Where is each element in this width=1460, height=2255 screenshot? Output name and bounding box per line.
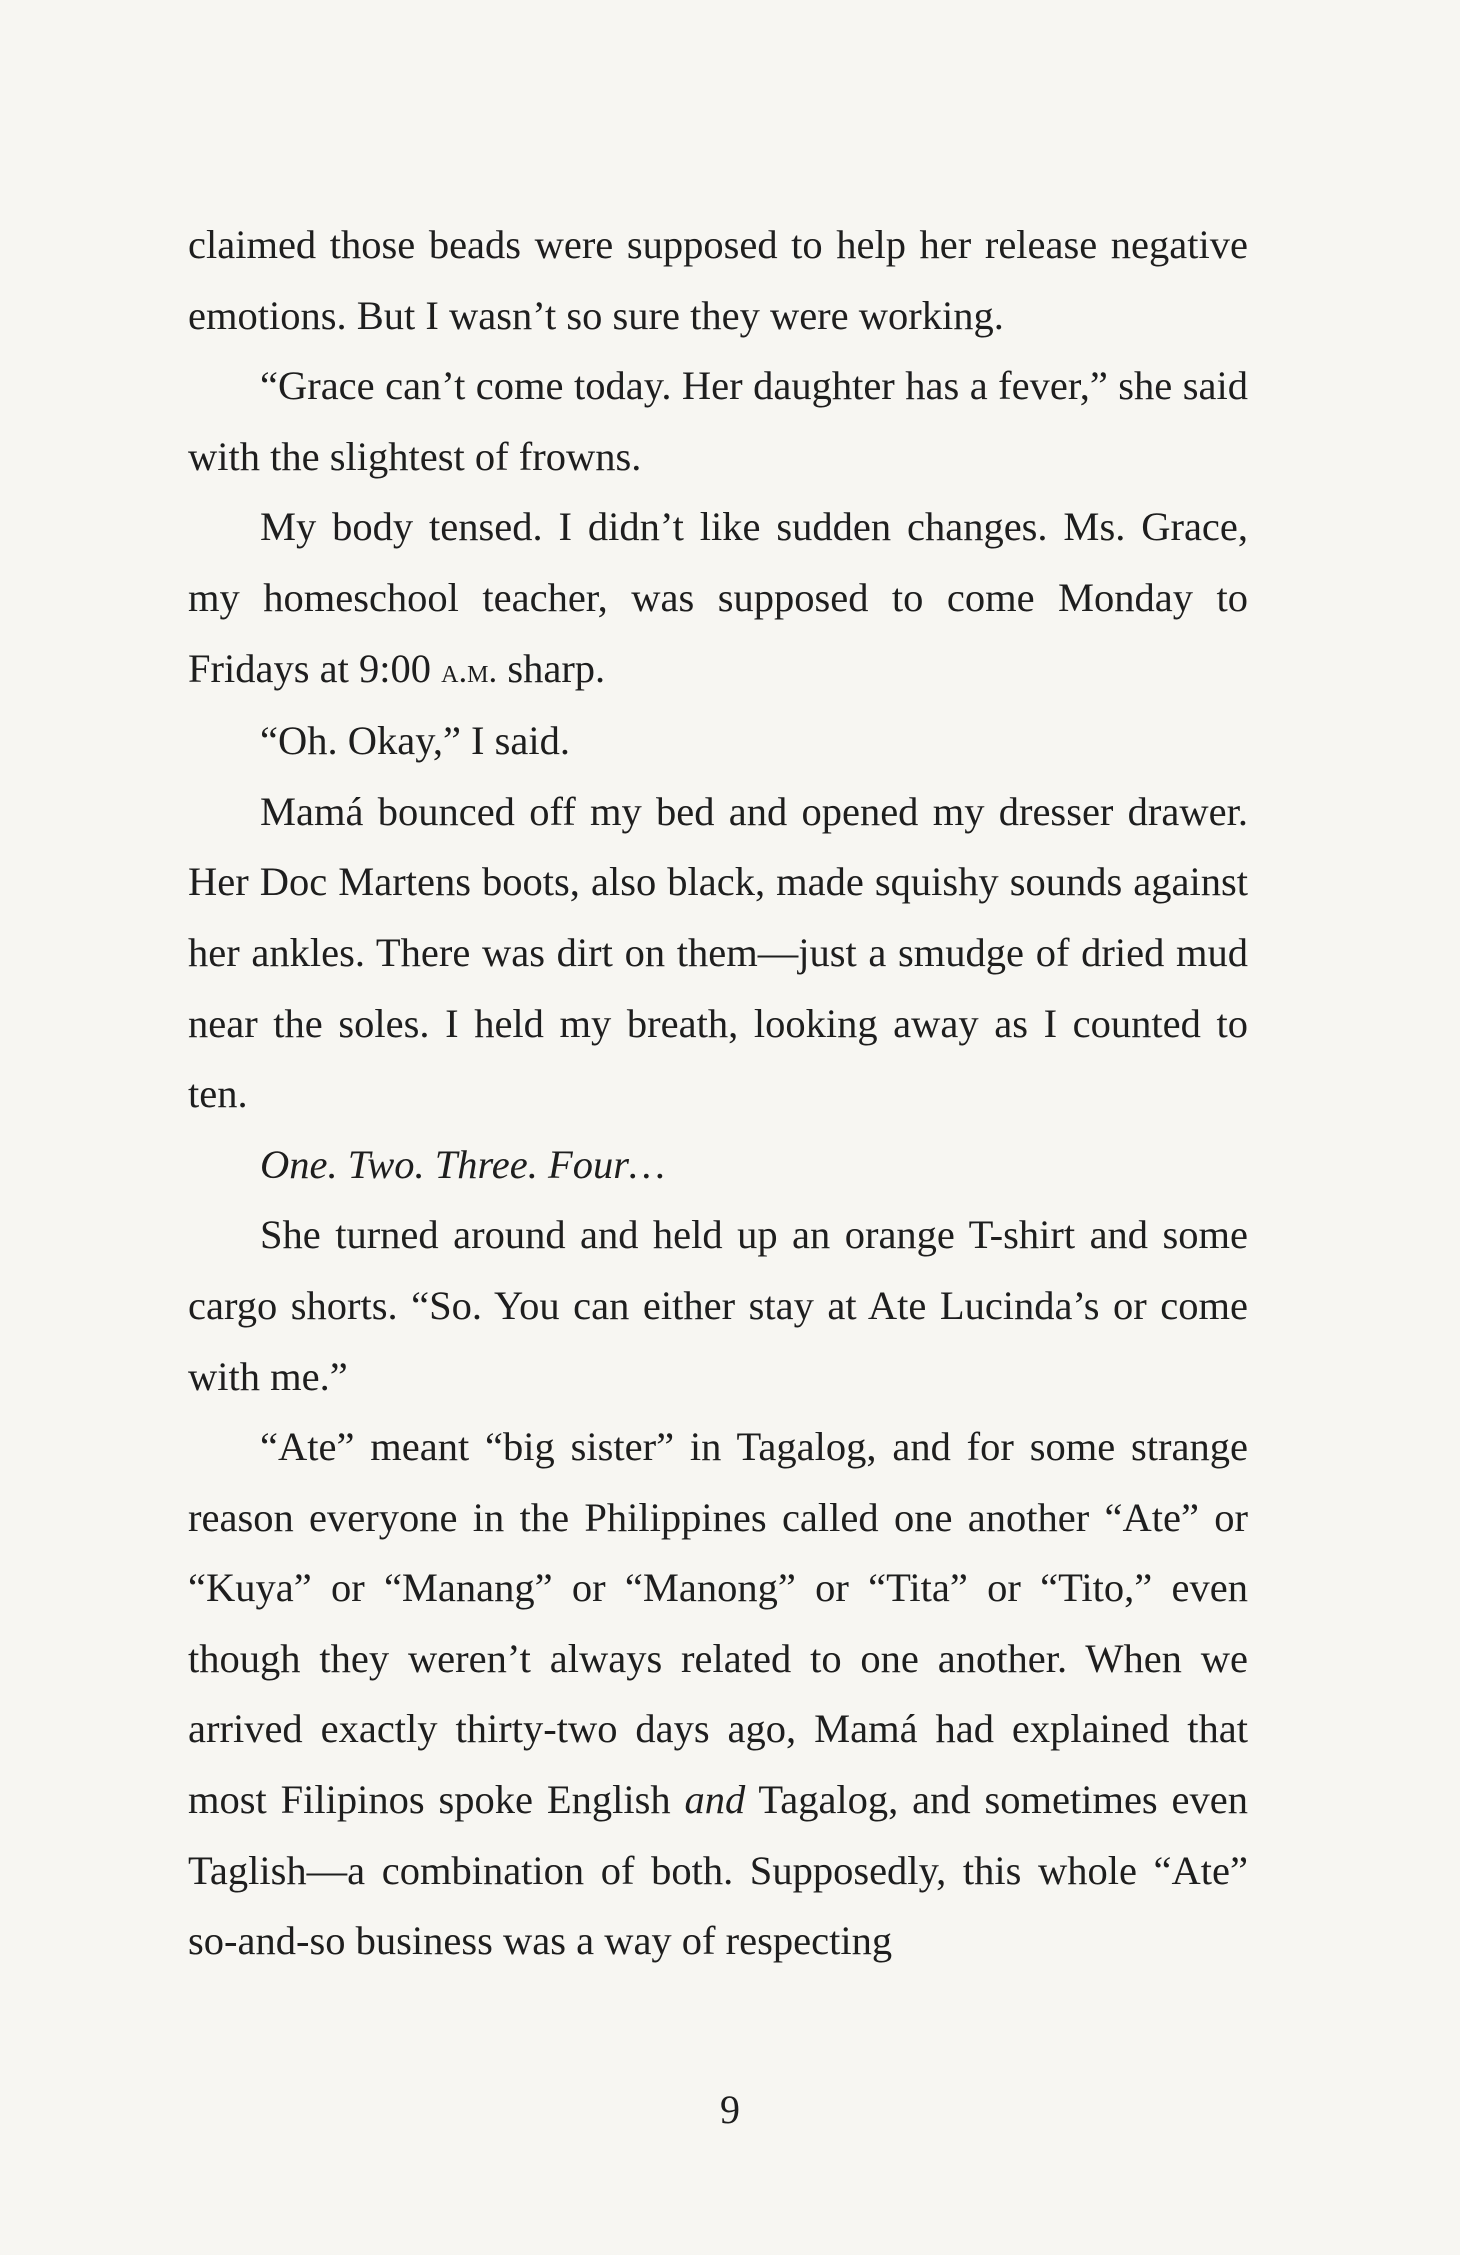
paragraph-5: Mamá bounced off my bed and opened my dresser drawer. Her Doc Martens boots, also black, made squishy sounds against her ankles. There was dirt on them—just a smudge of dried mud near the soles. I held my breath, looking away as I counted to ten. bbox=[188, 788, 1248, 1117]
paragraph-8 bbox=[188, 1412, 1248, 1977]
paragraph-7: She turned around and held up an orange T-shirt and some cargo shorts. “So. You can either stay at Ate Lucinda’s or come with me.” bbox=[188, 1212, 1248, 1399]
paragraph-4: “Oh. Okay,” I said. bbox=[260, 718, 571, 764]
paragraph-8-text-b: Tagalog, and sometimes even Taglish—a combination of both. Supposedly, this whole “Ate” so-and-so business was a way of respecting bbox=[188, 1777, 1248, 1964]
time-suffix: a.m. bbox=[441, 650, 498, 690]
page-body-text bbox=[188, 210, 1248, 1977]
emphasis-and: and bbox=[684, 1777, 746, 1823]
time-trailing: sharp. bbox=[507, 645, 606, 691]
paragraph-2: “Grace can’t come today. Her daughter has a fever,” she said with the slightest of frowns. bbox=[188, 363, 1248, 479]
paragraph-8-text-a: “Ate” meant “big sister” in Tagalog, and for some strange reason everyone in the Philippines called one another “Ate” or “Kuya” or “Manang” or “Manong” or “Tita” or “Tito,” even though they weren’t always related to one another. When we arrived exactly thirty-two days ago, Mamá had explained that most Filipinos spoke English bbox=[188, 1424, 1248, 1823]
page-number: 9 bbox=[720, 2087, 740, 2132]
paragraph-1: claimed those beads were supposed to help her release negative emotions. But I wasn’t so sure they were working. bbox=[188, 222, 1248, 338]
paragraph-3-text: My body tensed. I didn’t like sudden changes. Ms. Grace, my homeschool teacher, was supposed to come Monday to Fridays at 9:00 bbox=[188, 504, 1248, 691]
paragraph-3 bbox=[188, 492, 1248, 706]
paragraph-6 bbox=[188, 1130, 1248, 1201]
counting-italic: One. Two. Three. Four… bbox=[260, 1141, 665, 1187]
